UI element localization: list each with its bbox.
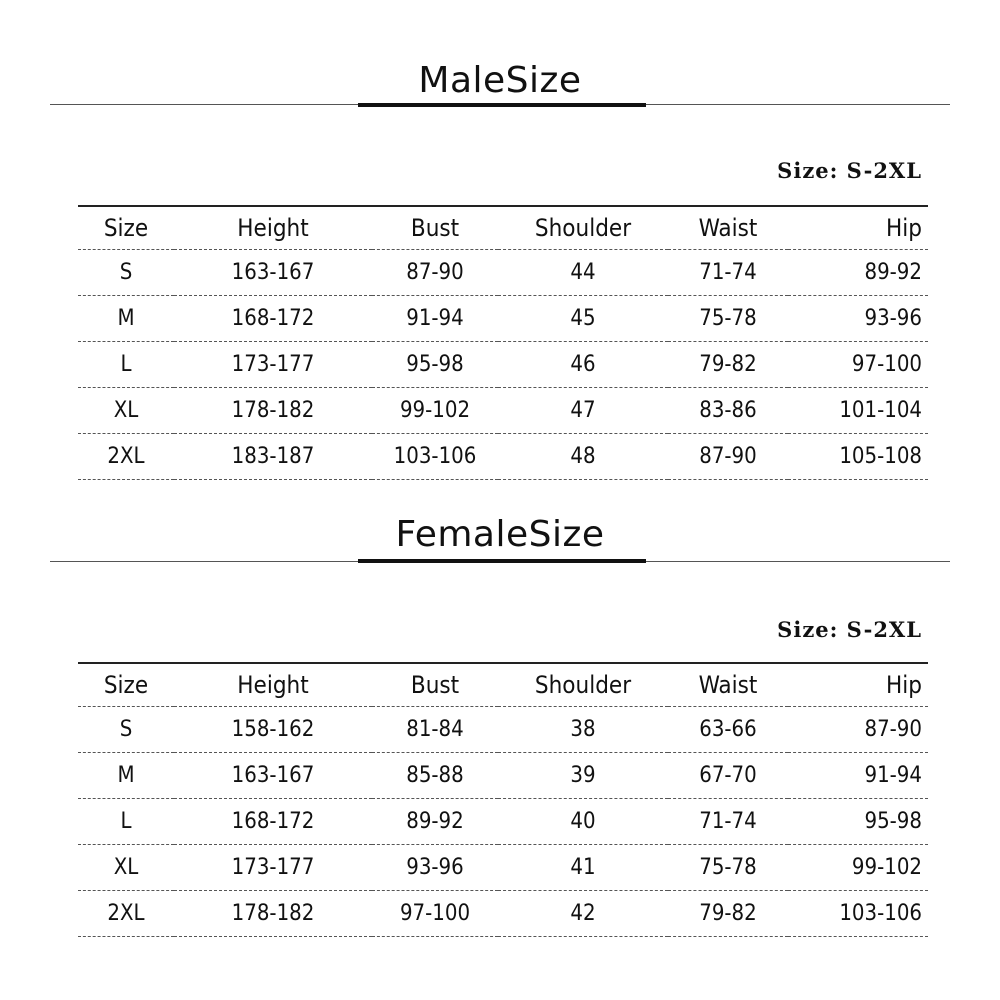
cell-height: 173-177 (174, 342, 372, 388)
cell-height: 178-182 (174, 891, 372, 937)
column-header-hip: Hip (788, 206, 928, 250)
female-size-range: Size: S-2XL (777, 617, 922, 642)
cell-waist: 63-66 (668, 707, 788, 753)
cell-bust: 81-84 (372, 707, 498, 753)
cell-bust: 103-106 (372, 434, 498, 480)
cell-size: XL (78, 388, 174, 434)
cell-size: L (78, 799, 174, 845)
cell-hip: 91-94 (788, 753, 928, 799)
table-row (78, 845, 928, 891)
cell-size: S (78, 707, 174, 753)
cell-bust: 97-100 (372, 891, 498, 937)
cell-shoulder: 45 (498, 296, 668, 342)
cell-height: 158-162 (174, 707, 372, 753)
table-row (78, 250, 928, 296)
cell-bust: 99-102 (372, 388, 498, 434)
table-header-row (78, 206, 928, 250)
cell-height: 178-182 (174, 388, 372, 434)
cell-waist: 71-74 (668, 799, 788, 845)
cell-waist: 87-90 (668, 434, 788, 480)
female-title-underline (358, 559, 646, 563)
female-size-section (0, 458, 1000, 958)
cell-shoulder: 46 (498, 342, 668, 388)
cell-size: S (78, 250, 174, 296)
table-row (78, 342, 928, 388)
column-header-waist: Waist (668, 663, 788, 707)
cell-bust: 95-98 (372, 342, 498, 388)
cell-hip: 93-96 (788, 296, 928, 342)
female-size-table (78, 662, 928, 937)
table-header-row (78, 663, 928, 707)
male-size-table (78, 205, 928, 480)
table-row (78, 799, 928, 845)
cell-height: 163-167 (174, 250, 372, 296)
cell-waist: 71-74 (668, 250, 788, 296)
cell-height: 168-172 (174, 296, 372, 342)
cell-hip: 87-90 (788, 707, 928, 753)
table-row (78, 388, 928, 434)
cell-height: 168-172 (174, 799, 372, 845)
cell-shoulder: 47 (498, 388, 668, 434)
cell-size: 2XL (78, 434, 174, 480)
column-header-shoulder: Shoulder (498, 206, 668, 250)
cell-hip: 99-102 (788, 845, 928, 891)
column-header-size: Size (78, 663, 174, 707)
cell-height: 183-187 (174, 434, 372, 480)
cell-shoulder: 48 (498, 434, 668, 480)
male-size-section (0, 0, 1000, 490)
table-row (78, 753, 928, 799)
column-header-waist: Waist (668, 206, 788, 250)
cell-shoulder: 39 (498, 753, 668, 799)
cell-shoulder: 40 (498, 799, 668, 845)
cell-hip: 105-108 (788, 434, 928, 480)
cell-bust: 87-90 (372, 250, 498, 296)
cell-size: L (78, 342, 174, 388)
cell-hip: 89-92 (788, 250, 928, 296)
cell-waist: 75-78 (668, 845, 788, 891)
male-size-title: MaleSize (418, 60, 582, 101)
cell-hip: 95-98 (788, 799, 928, 845)
column-header-bust: Bust (372, 663, 498, 707)
cell-height: 173-177 (174, 845, 372, 891)
female-size-title: FemaleSize (395, 514, 605, 555)
cell-size: XL (78, 845, 174, 891)
cell-waist: 79-82 (668, 891, 788, 937)
cell-waist: 83-86 (668, 388, 788, 434)
male-title-underline (358, 103, 646, 107)
table-row (78, 296, 928, 342)
cell-hip: 103-106 (788, 891, 928, 937)
table-row (78, 707, 928, 753)
cell-bust: 91-94 (372, 296, 498, 342)
column-header-size: Size (78, 206, 174, 250)
cell-hip: 101-104 (788, 388, 928, 434)
cell-bust: 89-92 (372, 799, 498, 845)
cell-shoulder: 41 (498, 845, 668, 891)
cell-hip: 97-100 (788, 342, 928, 388)
cell-size: M (78, 753, 174, 799)
male-size-range: Size: S-2XL (777, 158, 922, 183)
cell-waist: 79-82 (668, 342, 788, 388)
cell-waist: 75-78 (668, 296, 788, 342)
column-header-hip: Hip (788, 663, 928, 707)
cell-shoulder: 42 (498, 891, 668, 937)
cell-height: 163-167 (174, 753, 372, 799)
cell-size: 2XL (78, 891, 174, 937)
table-row (78, 891, 928, 937)
column-header-height: Height (174, 663, 372, 707)
cell-bust: 93-96 (372, 845, 498, 891)
cell-bust: 85-88 (372, 753, 498, 799)
cell-shoulder: 38 (498, 707, 668, 753)
cell-size: M (78, 296, 174, 342)
cell-shoulder: 44 (498, 250, 668, 296)
column-header-bust: Bust (372, 206, 498, 250)
column-header-shoulder: Shoulder (498, 663, 668, 707)
column-header-height: Height (174, 206, 372, 250)
cell-waist: 67-70 (668, 753, 788, 799)
